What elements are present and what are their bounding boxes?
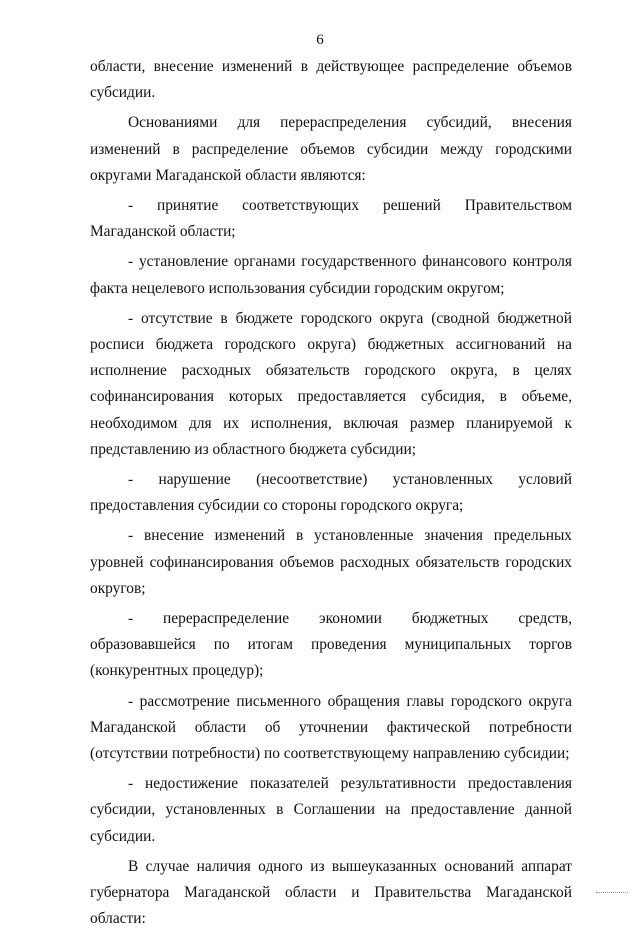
paragraph-in-case: В случае наличия одного из вышеуказанных оснований аппарат губернатора Магаданской области и Правительства Магаданской области: xyxy=(90,857,572,928)
list-item-savings-reallocation: - перераспределение экономии бюджетных средств, образовавшейся по итогам проведения муниципальных торгов (конкурентных процедур); xyxy=(90,610,572,680)
list-item-government-decision: - принятие соответствующих решений Правительством Магаданской области; xyxy=(90,197,572,241)
list-item-indicators-failure: - недостижение показателей результативности предоставления субсидии, установленных в Соглашении на предоставление данной субсидии. xyxy=(90,775,572,845)
paragraph-grounds-intro: Основаниями для перераспределения субсидий, внесения изменений в распределение объемов субсидии между городскими округами Магаданской области являются: xyxy=(90,114,572,184)
list-item-cofinancing-change: - внесение изменений в установленные значения предельных уровней софинансирования объемов расходных обязательств городских округов; xyxy=(90,527,572,597)
list-item-conditions-violation: - нарушение (несоответствие) установленных условий предоставления субсидии со стороны городского округа; xyxy=(90,471,572,515)
page-number: 6 xyxy=(316,32,324,48)
list-item-misuse-finding: - установление органами государственного финансового контроля факта нецелевого использования субсидии городским округом; xyxy=(90,253,572,297)
paragraph-continuation: области, внесение изменений в действующее распределение объемов субсидии. xyxy=(90,58,572,102)
document-body xyxy=(90,54,572,933)
list-item-head-request: - рассмотрение письменного обращения главы городского округа Магаданской области об уточнении фактической потребности (отсутствии потребности) по соответствующему направлению субсидии; xyxy=(90,692,572,763)
list-item-missing-allocations: - отсутствие в бюджете городского округа (сводной бюджетной росписи бюджета городского округа) бюджетных ассигнований на исполнение расходных обязательств городского округа, в целях софинансирования которых предоставляется субсидия, в объеме, необходимом для их исполнения, включая размер планируемой к представлению из областного бюджета субсидии; xyxy=(90,309,572,458)
scan-artifact xyxy=(596,892,628,897)
